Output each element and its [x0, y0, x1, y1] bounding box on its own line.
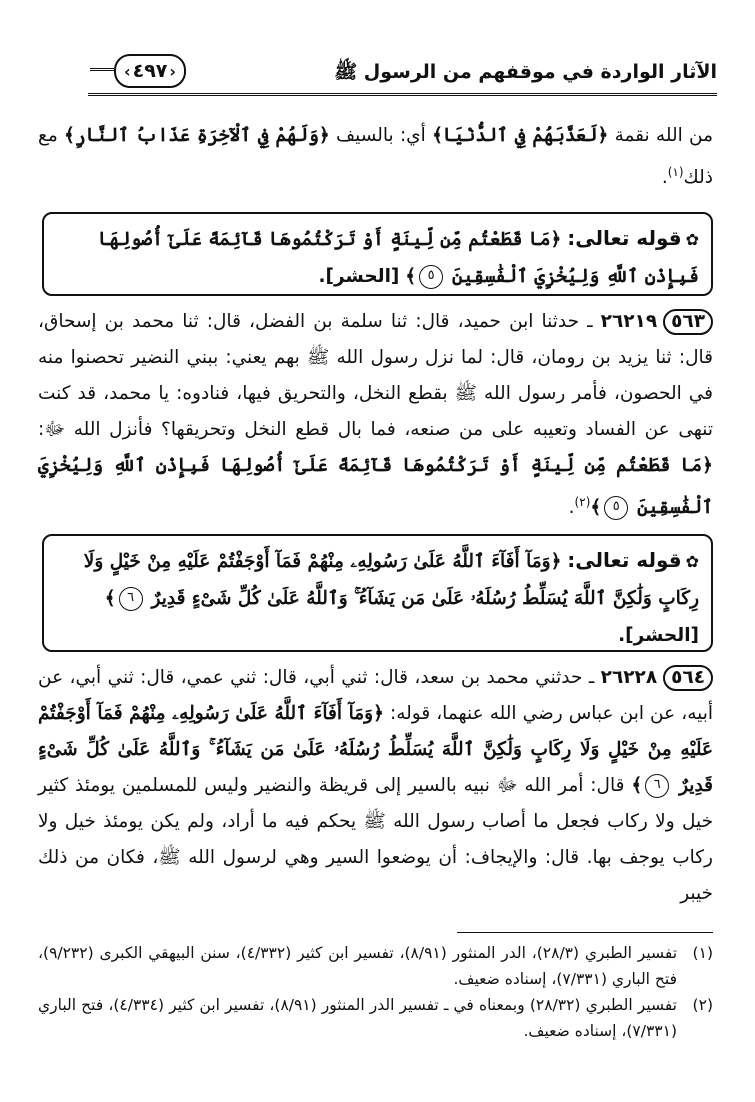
- quran-quote: ﴿وَلَهُمْ فِي ٱلْآخِرَةِ عَذَابُ ٱلنَّارِ﴾: [64, 125, 330, 146]
- hadith-number: ٢٦٢٢٨: [600, 667, 658, 688]
- running-title: الآثار الواردة في موقفهم من الرسول ﷺ: [334, 61, 717, 83]
- quran-quote: ﴿لَعَذَّبَهُمْ فِي ٱلدُّنْيَا﴾: [432, 125, 609, 146]
- ayah-number: ٥: [604, 496, 628, 520]
- footnotes: [38, 940, 713, 1044]
- verse-close: ﴾: [590, 497, 602, 519]
- intro-text-1: من الله نقمة: [614, 125, 713, 146]
- hadith-text: قال: أمر الله ﷻ نبيه بالسير إلى قريظة والنضير وليس للمسلمين يومئذ كثير خيل ولا ركاب فجعل ما أصاب رسول الله ﷺ يحكم فيه ما أراد، ولم يكن يومئذ خيل ولا ركاب يوجف بها. قال: والإيجاف: أن يوضعوا السير وهي لرسول الله ﷺ، فكان من ذلك خيبر: [38, 775, 713, 904]
- badge-right-chevron-icon: ›: [169, 61, 176, 81]
- star-ornament-icon: ✿: [685, 230, 699, 249]
- ayah-number: ٦: [119, 587, 143, 611]
- footnote-number: (١): [692, 944, 713, 962]
- footnote: [38, 992, 713, 1044]
- verse-text: ﴿مَا قَطَعْتُم مِّن لِّينَةٍ أَوْ تَرَكْتُمُوهَا قَآئِمَةً عَلَىٰٓ أُصُولِهَا فَبِإِذْنِ ٱللَّهِ وَلِيُخْزِيَ ٱلْفَٰسِقِينَ: [97, 229, 699, 287]
- verse-label: قوله تعالى:: [567, 548, 682, 572]
- verse-box: [42, 212, 713, 296]
- verse-close: ﴾: [104, 588, 116, 609]
- quran-quote: ﴿مَا قَطَعْتُم مِّن لِّينَةٍ أَوْ تَرَكْتُمُوهَا قَآئِمَةً عَلَىٰٓ أُصُولِهَا فَبِإِذْنِ ٱللَّهِ وَلِيُخْزِيَ ٱلْفَٰسِقِينَ: [38, 455, 713, 519]
- page-number-badge: [114, 54, 186, 88]
- badge-left-chevron-icon: ‹: [124, 61, 131, 81]
- verse-box: [42, 534, 713, 652]
- hadith-end: .: [568, 497, 575, 519]
- quran-quote: ﴿وَمَآ أَفَآءَ ٱللَّهُ عَلَىٰ رَسُولِهِۦ مِنْهُمْ فَمَآ أَوْجَفْتُمْ عَلَيْهِ مِنْ خَيْلٍ وَلَا رِكَابٍ وَلَٰكِنَّ ٱللَّهَ يُسَلِّطُ رُسُلَهُۥ عَلَىٰ مَن يَشَآءُ ۚ وَٱللَّهُ عَلَىٰ كُلِّ شَىْءٍ قَدِيرٌ: [38, 703, 714, 796]
- hadith-paragraph: [38, 304, 713, 526]
- hadith-badge: ٥٦٣: [663, 309, 713, 335]
- header-rule: [88, 93, 717, 99]
- hadith-text: ـ حدثنا ابن حميد، قال: ثنا سلمة بن الفضل، قال: ثنا محمد بن إسحاق، قال: ثنا يزيد بن رومان، قال: لما نزل رسول الله ﷺ بهم يعني: ببني النضير تحصنوا منه في الحصون، فأمر رسول الله ﷺ بقطع النخل، والتحريق فيها، فنادوه: يا محمد، قد كنت تنهى عن الفساد وتعيبه على من صنعه، فما بال قطع النخل وتحريقها؟ فأنزل الله ﷻ:: [38, 311, 713, 440]
- hadith-text: ـ حدثني محمد بن سعد، قال: ثني أبي، قال: ثني عمي، قال: ثني أبي، عن أبيه، عن ابن عباس رضي الله عنهما، قوله:: [38, 667, 713, 724]
- hadith-number: ٢٦٢١٩: [600, 311, 658, 332]
- footnote: [38, 940, 713, 992]
- ayah-number: ٥: [419, 265, 443, 289]
- hadith-paragraph: [38, 660, 713, 912]
- intro-text-3: مع ذلك: [38, 125, 713, 189]
- verse-label: قوله تعالى:: [567, 226, 682, 250]
- star-ornament-icon: ✿: [685, 552, 699, 571]
- intro-text-2: أي: بالسيف: [336, 125, 426, 146]
- ayah-number: ٦: [645, 774, 669, 798]
- footnote-rule: [457, 932, 713, 933]
- footnote-mark: (٢): [574, 495, 591, 509]
- footnote-number: (٢): [692, 996, 713, 1014]
- intro-end: .: [661, 167, 668, 189]
- footnote-text: تفسير الطبري (٢٨/٣)، الدر المنثور (٨/٩١)، تفسير ابن كثير (٤/٣٣٢)، سنن البيهقي الكبرى (٩/٢٣٢)، فتح الباري (٧/٣٣١)، إسناده ضعيف.: [38, 944, 678, 988]
- verse-text: ﴿وَمَآ أَفَآءَ ٱللَّهُ عَلَىٰ رَسُولِهِۦ مِنْهُمْ فَمَآ أَوْجَفْتُمْ عَلَيْهِ مِنْ خَيْلٍ وَلَا رِكَابٍ وَلَٰكِنَّ ٱللَّهَ يُسَلِّطُ رُسُلَهُۥ عَلَىٰ مَن يَشَآءُ ۚ وَٱللَّهُ عَلَىٰ كُلِّ شَىْءٍ قَدِيرٌ: [83, 551, 699, 609]
- badge-rule: [90, 68, 114, 74]
- page-number: ٤٩٧: [132, 60, 168, 82]
- footnote-mark: (١): [667, 165, 684, 179]
- verse-close: ﴾: [405, 266, 417, 287]
- verse-close: ﴾: [631, 775, 643, 796]
- footnote-text: تفسير الطبري (٢٨/٣٢) وبمعناه في ـ تفسير الدر المنثور (٨/٩١)، تفسير ابن كثير (٤/٣٣٤)، فتح الباري (٧/٣٣١)، إسناده ضعيف.: [38, 996, 677, 1040]
- page-header: [88, 56, 717, 100]
- surah-reference: [الحشر].: [618, 625, 699, 646]
- intro-paragraph: [38, 118, 713, 196]
- hadith-badge: ٥٦٤: [663, 665, 713, 691]
- surah-reference: [الحشر].: [318, 266, 400, 287]
